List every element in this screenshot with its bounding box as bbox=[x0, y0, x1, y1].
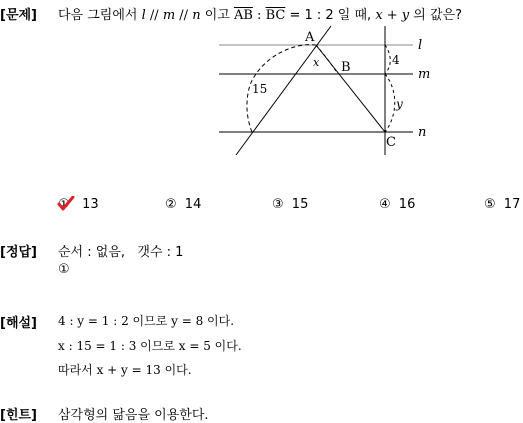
option-3[interactable] bbox=[272, 197, 308, 212]
question-suffix: 의 값은? bbox=[409, 8, 462, 23]
var-n: n bbox=[192, 8, 201, 23]
len-4-label: 4 bbox=[392, 53, 400, 67]
segment-ab: $\overline{AB}$ bbox=[233, 8, 253, 23]
question-prefix: 다음 그림에서 bbox=[58, 8, 142, 23]
point-c-label: C bbox=[386, 135, 396, 150]
var-y-label: y bbox=[396, 97, 403, 111]
option-5[interactable] bbox=[484, 197, 520, 212]
option-3-value: 15 bbox=[291, 197, 309, 212]
option-3-number: ③ bbox=[272, 197, 284, 212]
len-15-label: 15 bbox=[252, 82, 268, 96]
option-1-value: 13 bbox=[82, 197, 99, 212]
point-a-label: A bbox=[305, 30, 315, 45]
checkmark-icon bbox=[57, 196, 75, 212]
option-2[interactable] bbox=[165, 197, 201, 212]
option-1[interactable] bbox=[58, 197, 99, 212]
arc-4 bbox=[385, 45, 390, 74]
option-4-value: 16 bbox=[398, 197, 416, 212]
option-4[interactable] bbox=[379, 197, 415, 212]
answer-label: [정답] bbox=[0, 245, 37, 260]
var-l: l bbox=[141, 8, 146, 23]
option-5-number: ⑤ bbox=[484, 197, 496, 212]
segment-bc: $\overline{BC}$ bbox=[265, 8, 286, 23]
hint-text: 삼각형의 닮음을 이용한다. bbox=[58, 408, 209, 423]
answer-line-2: ① bbox=[58, 262, 70, 277]
expression: x + y bbox=[375, 8, 410, 23]
option-5-value: 17 bbox=[503, 197, 521, 212]
option-4-number: ④ bbox=[379, 197, 391, 212]
hint-label: [힌트] bbox=[0, 408, 37, 423]
question-mid: 이고 bbox=[200, 8, 234, 23]
explanation-line-3: 따라서 x + y = 13 이다. bbox=[58, 363, 192, 377]
point-b-label: B bbox=[341, 60, 351, 75]
var-x-label: x bbox=[313, 56, 320, 69]
explanation-line-1: 4 : y = 1 : 2 이므로 y = 8 이다. bbox=[58, 314, 235, 328]
option-1-number: ① bbox=[58, 197, 70, 212]
parallel-symbol: // bbox=[175, 8, 193, 23]
segment-ac bbox=[316, 45, 385, 132]
parallel-symbol: // bbox=[145, 8, 163, 23]
line-m-label: m bbox=[418, 67, 431, 82]
line-l-label: l bbox=[418, 38, 423, 53]
answer-line-1: 순서 : 없음, 갯수 : 1 bbox=[58, 245, 184, 260]
colon: : bbox=[252, 8, 266, 23]
explanation-label: [해설] bbox=[0, 316, 37, 331]
option-2-number: ② bbox=[165, 197, 177, 212]
line-n-label: n bbox=[418, 125, 427, 140]
var-m: m bbox=[162, 8, 176, 23]
explanation-line-2: x : 15 = 1 : 3 이므로 x = 5 이다. bbox=[58, 339, 242, 353]
question-label: [문제] bbox=[0, 8, 37, 23]
arc-y bbox=[385, 74, 395, 132]
ratio-text: = 1 : 2 일 때, bbox=[285, 8, 376, 23]
option-2-value: 14 bbox=[184, 197, 202, 212]
option-1-marker bbox=[58, 197, 74, 212]
